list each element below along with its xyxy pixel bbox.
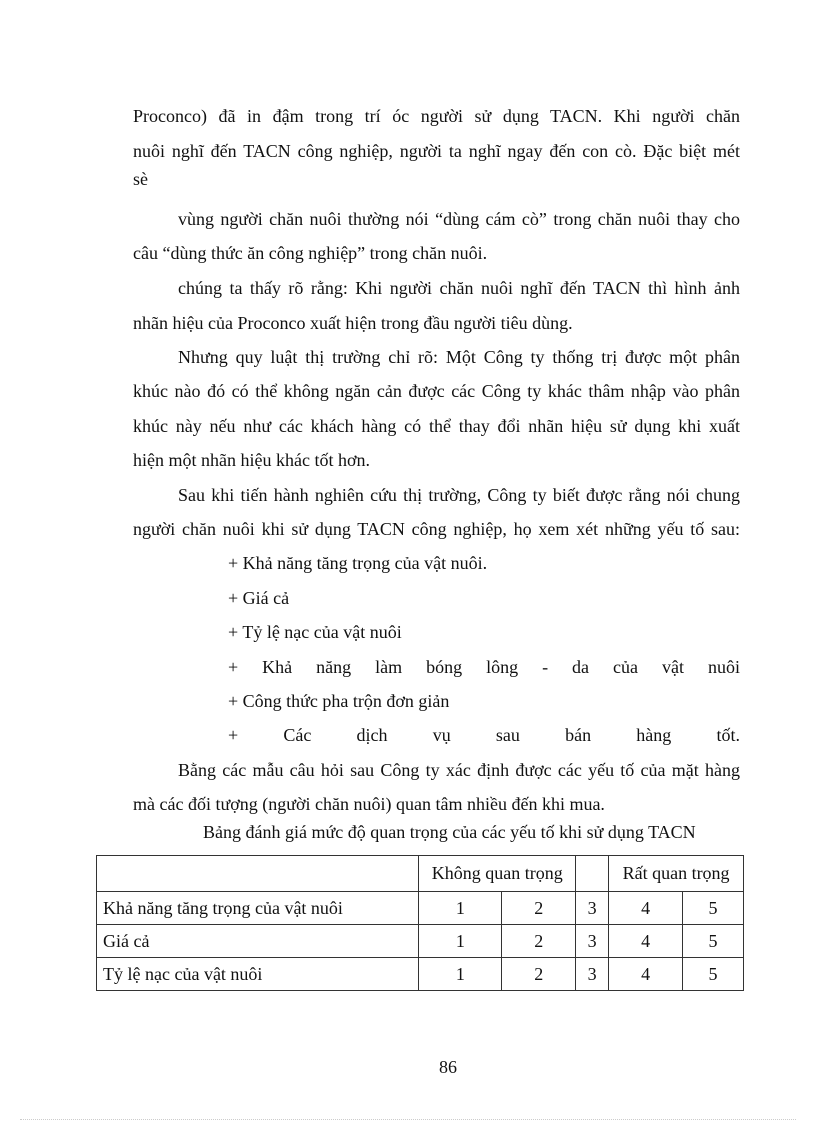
row-label: Tỷ lệ nạc của vật nuôi bbox=[97, 958, 419, 991]
score-cell: 1 bbox=[419, 925, 502, 958]
paragraph-line: hiện một nhãn hiệu khác tốt hơn. bbox=[133, 450, 370, 470]
paragraph-line: Nhưng quy luật thị trường chỉ rõ: Một Công ty thống trị được một phân bbox=[178, 347, 740, 367]
bullet-item: + Khả năng làm bóng lông - da của vật nuôi bbox=[228, 657, 740, 677]
paragraph-line: câu “dùng thức ăn công nghiệp” trong chăn nuôi. bbox=[133, 243, 488, 263]
paragraph-line: sè bbox=[133, 169, 148, 189]
table-row bbox=[97, 958, 744, 991]
table-header-row bbox=[97, 856, 744, 892]
score-cell: 1 bbox=[419, 958, 502, 991]
bullet-item: + Khả năng tăng trọng của vật nuôi. bbox=[228, 553, 488, 573]
table-row bbox=[97, 892, 744, 925]
rating-table bbox=[96, 855, 744, 991]
bullet-item: + Tỷ lệ nạc của vật nuôi bbox=[228, 622, 402, 642]
table-caption: Bảng đánh giá mức độ quan trọng của các yếu tố khi sử dụng TACN bbox=[203, 822, 696, 842]
header-middle-cell bbox=[576, 856, 609, 892]
paragraph-line: vùng người chăn nuôi thường nói “dùng cám cò” trong chăn nuôi thay cho bbox=[178, 209, 740, 229]
bullet-item: + Công thức pha trộn đơn giản bbox=[228, 691, 450, 711]
paragraph-line: mà các đối tượng (người chăn nuôi) quan tâm nhiều đến khi mua. bbox=[133, 794, 605, 814]
score-cell: 2 bbox=[502, 958, 576, 991]
paragraph-line: chúng ta thấy rõ rằng: Khi người chăn nuôi nghĩ đến TACN thì hình ảnh bbox=[178, 278, 740, 298]
row-label: Giá cả bbox=[97, 925, 419, 958]
score-cell: 5 bbox=[683, 892, 744, 925]
table-row bbox=[97, 925, 744, 958]
bullet-item: + Giá cả bbox=[228, 588, 290, 608]
paragraph-line: Proconco) đã in đậm trong trí óc người sử dụng TACN. Khi người chăn bbox=[133, 106, 740, 126]
score-cell: 3 bbox=[576, 925, 609, 958]
header-very-important: Rất quan trọng bbox=[609, 856, 744, 892]
score-cell: 4 bbox=[609, 892, 683, 925]
score-cell: 2 bbox=[502, 925, 576, 958]
paragraph-line: khúc này nếu như các khách hàng có thể thay đổi nhãn hiệu sử dụng khi xuất bbox=[133, 416, 740, 436]
score-cell: 3 bbox=[576, 958, 609, 991]
page-bottom-divider bbox=[20, 1119, 796, 1120]
paragraph-line: khúc nào đó có thể không ngăn cản được các Công ty khác thâm nhập vào phân bbox=[133, 381, 740, 401]
score-cell: 4 bbox=[609, 958, 683, 991]
paragraph-line: nuôi nghĩ đến TACN công nghiệp, người ta nghĩ ngay đến con cò. Đặc biệt mét bbox=[133, 141, 740, 161]
score-cell: 3 bbox=[576, 892, 609, 925]
score-cell: 2 bbox=[502, 892, 576, 925]
paragraph-line: nhãn hiệu của Proconco xuất hiện trong đầu người tiêu dùng. bbox=[133, 313, 573, 333]
row-label: Khả năng tăng trọng của vật nuôi bbox=[97, 892, 419, 925]
paragraph-line: Bằng các mẫu câu hỏi sau Công ty xác định được các yếu tố của mặt hàng bbox=[178, 760, 740, 780]
score-cell: 4 bbox=[609, 925, 683, 958]
header-not-important: Không quan trọng bbox=[419, 856, 576, 892]
paragraph-line: Sau khi tiến hành nghiên cứu thị trường, Công ty biết được rằng nói chung bbox=[178, 485, 740, 505]
score-cell: 5 bbox=[683, 958, 744, 991]
score-cell: 5 bbox=[683, 925, 744, 958]
bullet-item: + Các dịch vụ sau bán hàng tốt. bbox=[228, 725, 740, 745]
header-empty-cell bbox=[97, 856, 419, 892]
page-number: 86 bbox=[439, 1057, 457, 1077]
paragraph-line: người chăn nuôi khi sử dụng TACN công nghiệp, họ xem xét những yếu tố sau: bbox=[133, 519, 740, 539]
score-cell: 1 bbox=[419, 892, 502, 925]
